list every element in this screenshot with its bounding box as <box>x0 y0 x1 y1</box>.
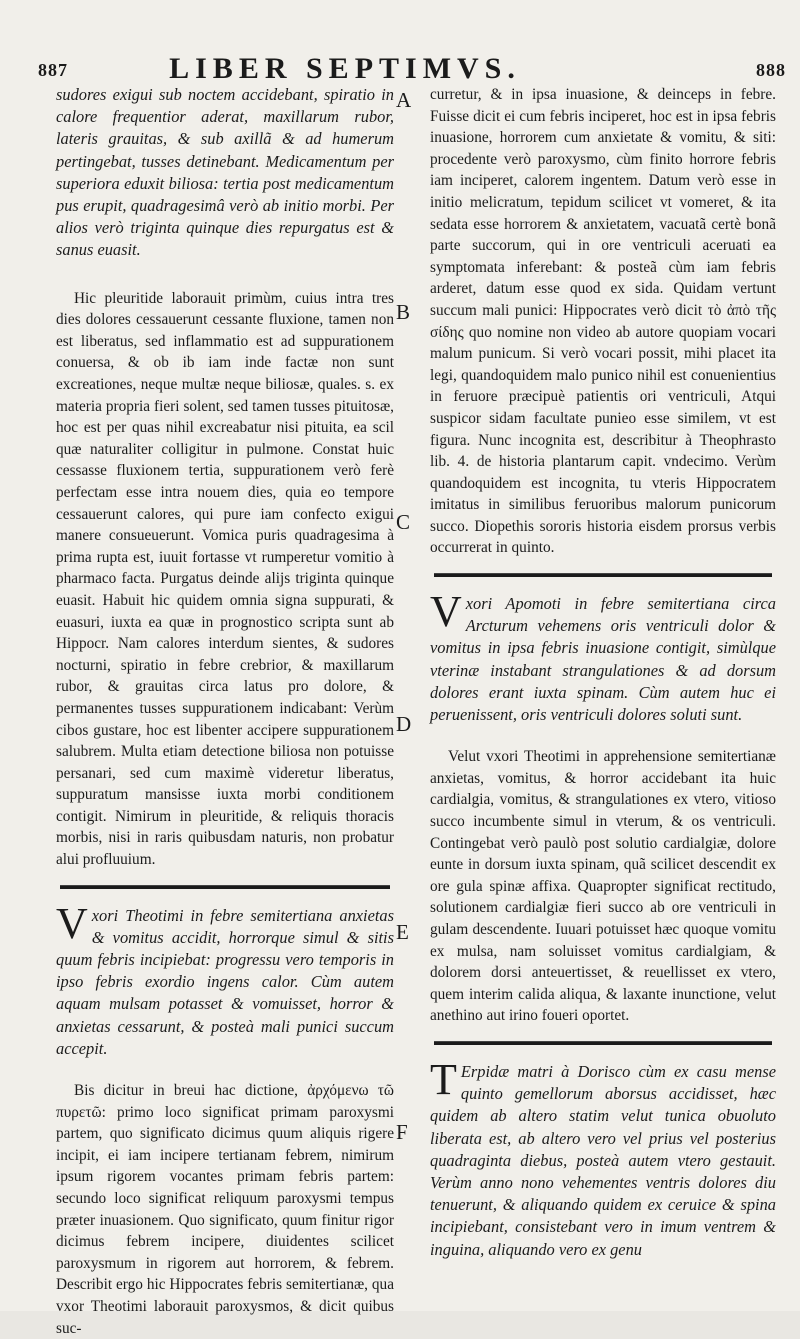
commentary-paragraph: Hic pleuritide laborauit primùm, cuius intra tres dies dolores cessauerunt cessante fluxione, tamen non est liberatus, sed inflammatio est ad suppurationem conuersa, & ob ib iam inde factæ non sunt excreationes, neque multæ neque biliosæ, quales. s. ex materia propria fieri solent, sed tamen tusses pituitosæ, hoc est per quas nihil excreabatur nisi pituita, ea scil quæ naturaliter colligitur in pulmone. Constat huic cessasse fluxionem tertia, suppurationem verò ferè perfectam esse intra nouem dies, quia eo tempore cessauerunt calores, qui pure iam confecto exigui manere consueuerunt. Vomica puris quadragesima à prima rupta est, iuuit fortasse vt rumperetur vomitio à pharmaco facta. Purgatus deinde alijs triginta quinque euasit. Habuit hic quidem omnia signa suppurati, & euasuri, iuxta ea quæ in prognostico scripta sunt ab Hippocr. Nam calores interdum sientes, & sudores nocturni, spiratio in febre crebrior, & maxillarum rubor, & grauitas circa latus pro dolore, & permanentes tusses suppurationem indicabant: Verùm cibos gustare, hoc est libenter accipere suppurationem salubrem. Multa etiam detectione biliosa non potuisse persanari, sed cum maximè videretur liberatus, suppuratum mansisse iuxta morbi conditionem contigit. Nimirum in pleuritide, & reliquis thoracis morbis, nisi in raris quibusdam naturis, non probatur alui profluuium. <box>56 289 394 869</box>
margin-letter-f: F <box>396 1120 408 1144</box>
case-text-theotimi <box>56 898 394 1060</box>
case-text-apomoti <box>430 587 776 726</box>
case-text-continued: sudores exigui sub noctem accidebant, spiratio in calore frequentior aderat, maxillarum rubor, lateris grauitas, & sub axillã & ad humerum pertingebat, tusses detinebant. Medicamentum per superiora eduxit biliosa: tertia post medicamentum pus erupit, quadragesimâ verò ab initio morbi. Per alios verò triginta quinque dies repurgatus est & sanus euasit. <box>56 85 394 260</box>
commentary-paragraph: Bis dicitur in breui hac dictione, ἀρχόμενω τῶ πυρετῶ: primo loco significat primam paroxysmi partem, quo significato dicimus quum aliquis rigere incipit, ei iam incipere tertianam febrem, nimirum ipsum rigorem vocantes primam febris partem: secundo loco significat reliquum paroxysmi tempus præter inuasionem. Quo significato, quum finitur rigor dicimus febrem incipere, diuidentes scilicet paroxysmum in rigorem aut horrorem, & febrem. Describit ergo hic Hippocrates febris semitertianæ, qua vxor Theotimi laborauit paroxysmos, & dicit quibus suc- <box>56 1082 394 1337</box>
drop-cap: V <box>430 587 462 637</box>
case-text-body: Erpidæ matri à Dorisco cùm ex casu mense quinto gemellorum aborsus accidisset, hæc quidem ab altero statim velut tunica obuoluto liberata est, ab altero vero vel prius vel posterius quadraginta diebus, posteà autem vtero gestauit. Verùm anno nono vehementes ventris dolores diu tenuerunt, & aliquando quidem ex ceruice & spina incipiebant, consistebant vero in imum ventrem & inguina, aliquando vero ex genu <box>430 1062 776 1259</box>
margin-letter-a: A <box>396 88 412 112</box>
commentary-paragraph: curretur, & in ipsa inuasione, & deinceps in febre. Fuisse dicit ei cum febris inciperet, hoc est in ipsa febris inuasione, horrorem cum anxietate & vomitu, & siti: procedente verò paroxysmo, cùm finito horrore febris iam inciperet, calorem ingentem. Datum verò esse in initio melicratum, tepidum scilicet vt vomeret, & ita sedata esse horrorem & anxietatem, vacuatã certè bonã parte succorum, qui in ore ventriculi aceruati ea symptomata inferebant: & posteã cùm iam febris arderet, datum esse quod ex sida. Quidam vertunt succum mali punici: Hippocrates verò dicit τὸ ἀπὸ τῆς σίδης quo nomine non video ab autore quopiam vocari malum punicum. Si verò vocari possit, mihi placet ita legi, quandoquidem malo punico nihil est conuenientius in feruore præcipuè patientis ori ventriculi, Atqui suspicor sidam facultate punieo esse similem, vt est figura. Nunc incognita est, describitur à Theophrasto lib. 4. de historia plantarum capit. vndecimo. Verùm quandoquidem est incognita, tu vteris Hippocratem imitatus in similibus feruoribus malorum punicorum succo. Diopethis sororis historia eisdem prorsus verbis occurrerat in quinto. <box>430 86 776 557</box>
section-divider <box>434 573 772 577</box>
drop-cap: V <box>56 898 88 948</box>
case-text-body: xori Theotimi in febre semitertiana anxietas & vomitus accidit, horrorque simul & sitis quum febris incipiebat: progressu vero temporis in ipso febris exordio ingens calor. Cùm autem aquam mulsam potasset & vomuisset, horror & anxietas cessarunt, & posteà mali punici succum accepit. <box>56 905 394 1058</box>
margin-letter-b: B <box>396 300 411 324</box>
margin-letter-d: D <box>396 712 412 736</box>
page-number-left: 887 <box>38 60 68 80</box>
margin-letter-c: C <box>396 510 411 534</box>
case-text-terpidae <box>430 1055 776 1261</box>
drop-cap: T <box>430 1055 457 1104</box>
right-column <box>430 84 776 1261</box>
commentary-paragraph: Velut vxori Theotimi in apprehensione semitertianæ anxietas, vomitus, & horror accidebant ita huic cardialgia, vomitus, & strangulationes ex vtero, vitioso succo incumbente simul in vterum, & os ventriculi. Contingebat verò paulò post solutio cardialgiæ, dolore eunte in dorsum iuxta spinam, quã scilicet descendit ex ore gula spinæ affixa. Quapropter significat rectitudo, solutionem cardialgiæ fieri succo ab ore ventriculi in gulam descendente. Iuuari potuisset hæc quoque vomitu ex mulsa, nam soluisset vomitus cardialgiam, & dolorem dorsi anteuertisset, & reuellisset ex vtero, quem interim calida aliqua, & laxante inunctione, velut anethino aut irino foueri oportet. <box>430 748 776 1025</box>
margin-letter-e: E <box>396 920 409 944</box>
page-number-right: 888 <box>756 60 786 80</box>
section-divider <box>434 1041 772 1045</box>
left-column <box>56 84 394 1339</box>
page-header <box>0 0 800 85</box>
running-title: LIBER SEPTIMVS. <box>169 52 521 85</box>
section-divider <box>60 885 390 889</box>
case-text-body: xori Apomoti in febre semitertiana circa Arcturum vehemens oris ventriculi dolor & vomitus in ipsa febris inuasione contigit, simùlque vterinæ instabant strangulationes & ad dorsum dolores erant iuxta spinam. Cùm autem huc ei peruenissent, oris ventriculi dolores soluti sunt. <box>430 594 776 725</box>
